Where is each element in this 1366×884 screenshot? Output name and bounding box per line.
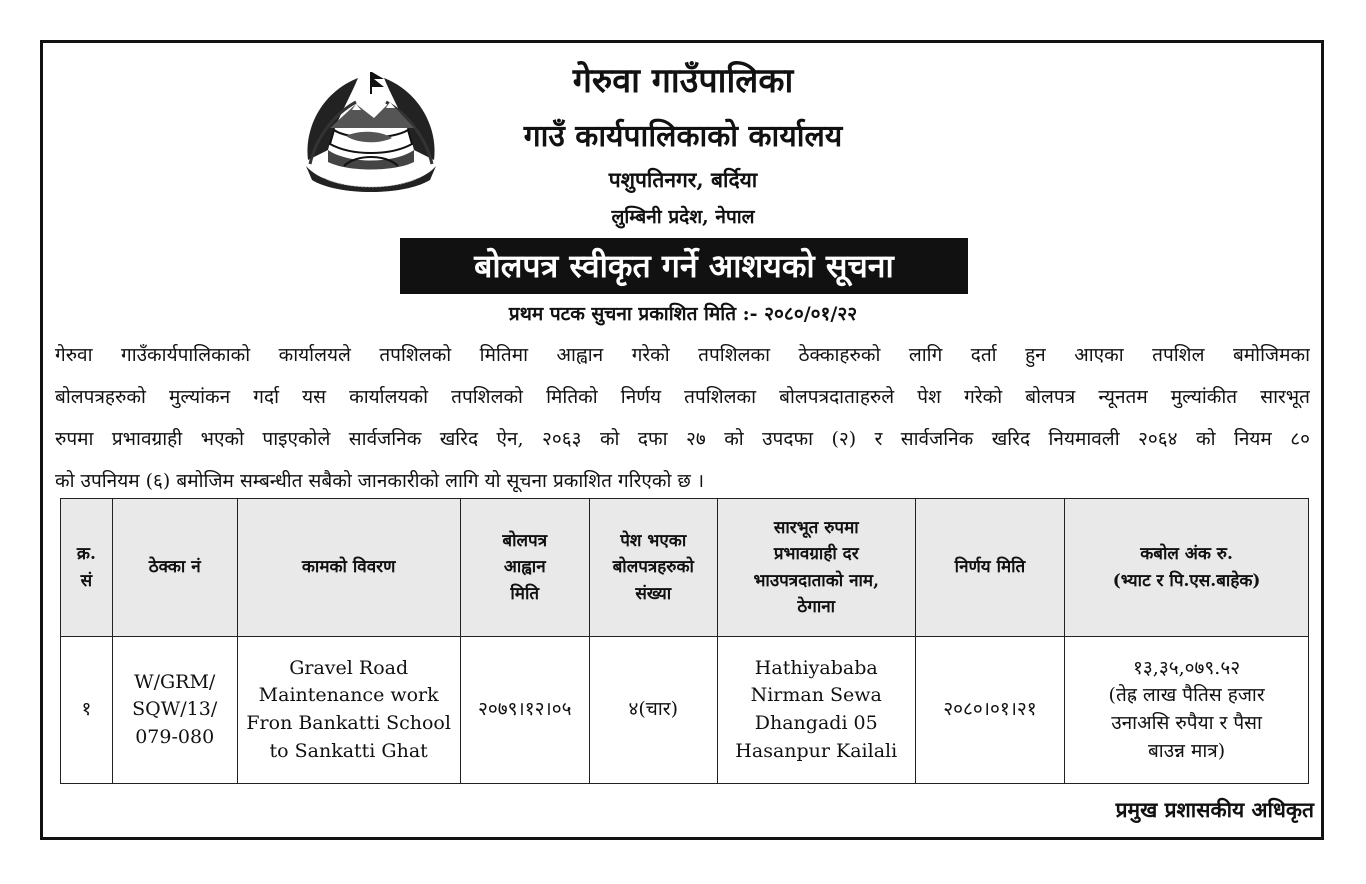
tender-table bbox=[60, 498, 1309, 784]
cell-line: 079-080 bbox=[135, 725, 215, 748]
cell-line: २०८०।०१।२१ bbox=[943, 698, 1037, 721]
cell-line: मिति bbox=[510, 583, 540, 604]
cell-bid-invitation-date bbox=[460, 637, 589, 784]
signoff-designation: प्रमुख प्रशासकीय अधिकृत bbox=[1115, 797, 1314, 822]
cell-line: (भ्याट र पि.एस.बाहेक) bbox=[1112, 570, 1261, 591]
notice-body-line: रुपमा प्रभावग्राही भएको पाइएकोले सार्वजनिक खरिद ऐन, २०६३ को दफा २७ को उपदफा (२) र सार्वजनिक खरिद नियमावली २०६४ को नियम ८० bbox=[55, 428, 1310, 450]
cell-line: (तेह्र लाख पैतिस हजार bbox=[1108, 684, 1265, 707]
cell-bid-amount bbox=[1065, 637, 1309, 784]
cell-bids-submitted bbox=[589, 637, 717, 784]
header-decision-date bbox=[915, 499, 1064, 637]
cell-line: निर्णय मिति bbox=[954, 557, 1026, 578]
header-work-description bbox=[237, 499, 460, 637]
notice-body-line: गेरुवा गाउँकार्यपालिकाको कार्यालयले तपशिलको मितिमा आह्वान गरेको तपशिलका ठेक्काहरुको लागि दर्ता हुन आएका तपशिल बमोजिमका bbox=[55, 344, 1310, 366]
cell-work-description bbox=[237, 637, 460, 784]
table-header-row bbox=[61, 499, 1309, 637]
header-bids-submitted bbox=[589, 499, 717, 637]
notice-body-line: बोलपत्रहरुको मुल्यांकन गर्दा यस कार्यालयको तपशिलको मितिको निर्णय तपशिलका बोलपत्रदाताहरुले पेश गरेको बोलपत्र न्यूनतम मुल्यांकीत सारभूत bbox=[55, 386, 1310, 408]
cell-line: १ bbox=[81, 698, 92, 721]
cell-line: Hathiyababa bbox=[754, 656, 878, 679]
cell-line: W/GRM/ bbox=[134, 670, 216, 693]
cell-line: १३,३५,०७९.५२ bbox=[1133, 656, 1241, 679]
cell-line: ठेक्का नं bbox=[148, 557, 201, 578]
cell-sn bbox=[61, 637, 113, 784]
municipality-name: गेरुवा गाउँपालिका bbox=[572, 61, 794, 101]
cell-line: Fron Bankatti School bbox=[246, 712, 451, 734]
cell-line: SQW/13/ bbox=[132, 698, 218, 721]
cell-decision-date bbox=[915, 637, 1064, 784]
cell-line: प्रभावग्राही दर bbox=[773, 544, 859, 565]
cell-line: संख्या bbox=[635, 583, 672, 604]
cell-line: to Sankatti Ghat bbox=[269, 739, 428, 762]
cell-line: कामको विवरण bbox=[301, 557, 396, 578]
first-publication-date: प्रथम पटक सुचना प्रकाशित मिति :- २०८०/०१/२२ bbox=[508, 303, 858, 325]
cell-line: Dhangadi 05 bbox=[754, 712, 878, 734]
cell-line: सारभूत रुपमा bbox=[773, 517, 859, 538]
notice-title: बोलपत्र स्वीकृत गर्ने आशयको सूचना bbox=[400, 238, 968, 294]
cell-line: Hasanpur Kailali bbox=[735, 739, 898, 762]
cell-line: ठेगाना bbox=[797, 596, 836, 617]
header-contract-no bbox=[112, 499, 237, 637]
header-bid-amount bbox=[1065, 499, 1309, 637]
cell-bidder bbox=[717, 637, 915, 784]
cell-line: बोलपत्रहरुको bbox=[612, 557, 694, 578]
cell-line: पेश भएका bbox=[620, 530, 687, 551]
cell-contract-no bbox=[112, 637, 237, 784]
cell-line: २०७९।१२।०५ bbox=[478, 698, 572, 721]
cell-line: आह्वान bbox=[503, 557, 546, 578]
cell-line: Gravel Road bbox=[289, 656, 409, 679]
cell-line: Maintenance work bbox=[258, 684, 439, 707]
header-sn bbox=[61, 499, 113, 637]
cell-line: ४(चार) bbox=[628, 698, 678, 721]
notice-body bbox=[55, 338, 1310, 506]
province-name: लुम्बिनी प्रदेश, नेपाल bbox=[611, 206, 755, 228]
header-bid-invitation-date bbox=[460, 499, 589, 637]
cell-line: उनाअसि रुपैया र पैसा bbox=[1111, 712, 1262, 734]
header-bidder bbox=[717, 499, 915, 637]
office-name: गाउँ कार्यपालिकाको कार्यालय bbox=[523, 119, 843, 154]
office-address: पशुपतिनगर, बर्दिया bbox=[608, 167, 758, 192]
cell-line: Nirman Sewa bbox=[750, 684, 882, 707]
notice-body-line: को उपनियम (६) बमोजिम सम्बन्धीत सबैको जानकारीको लागि यो सूचना प्रकाशित गरिएको छ । bbox=[55, 470, 705, 492]
cell-line: कबोल अंक रु. bbox=[1140, 544, 1233, 565]
cell-line: भाउपत्रदाताको नाम, bbox=[753, 570, 880, 591]
cell-line: क्र. bbox=[76, 544, 96, 565]
table-row bbox=[61, 637, 1309, 784]
cell-line: बोलपत्र bbox=[502, 530, 548, 551]
cell-line: बाउन्न मात्र) bbox=[1147, 739, 1226, 762]
cell-line: सं bbox=[80, 570, 93, 591]
